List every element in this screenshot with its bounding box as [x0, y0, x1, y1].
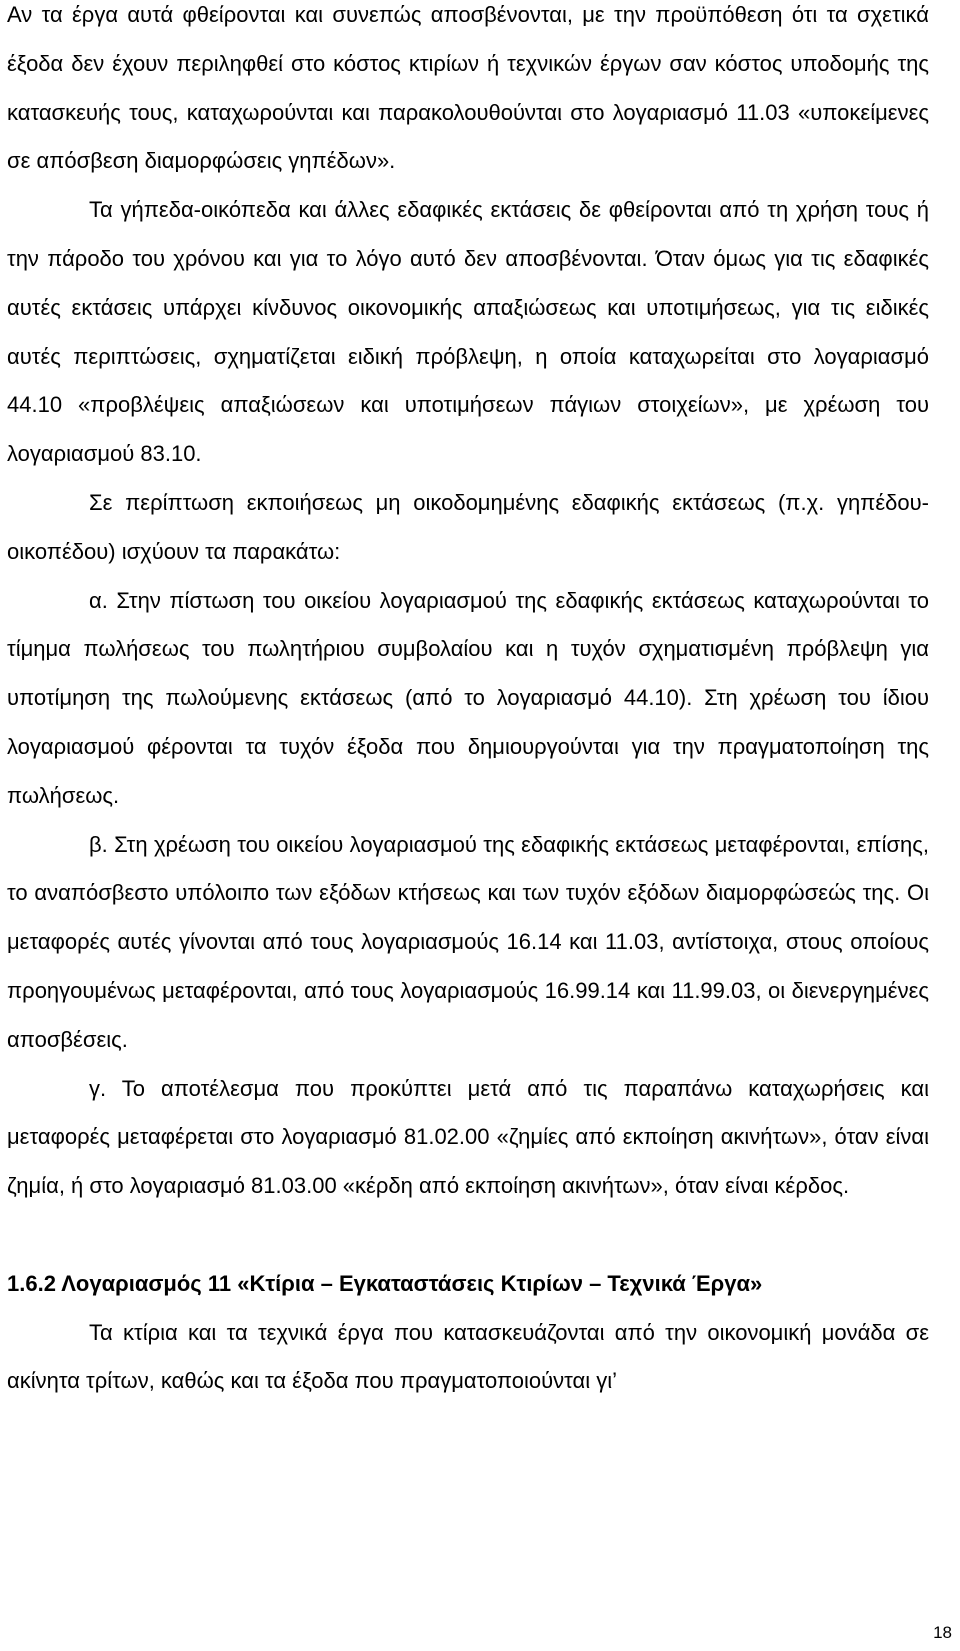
paragraph-item-a: α. Στην πίστωση του οικείου λογαριασμού της εδαφικής εκτάσεως καταχωρούνται το τίμημα πωλήσεως του πωλητήριου συμβολαίου και η τυχόν σχηματισμένη πρόβλεψη για υποτίμηση της πωλούμενης εκτάσεως (από το λογαριασμό 44.10). Στη χρέωση του ίδιου λογαριασμού φέρονται τα τυχόν έξοδα που δημιουργούνται για την πραγματοποίηση της πωλήσεως.	[7, 587, 929, 808]
paragraph-land-sale-intro: Σε περίπτωση εκποιήσεως μη οικοδομημένης εδαφικής εκτάσεως (π.χ. γηπέδου-οικοπέδου) ισχύουν τα παρακάτω:	[7, 489, 929, 564]
document-body	[7, 0, 929, 1406]
page-number: 18	[933, 1623, 952, 1642]
document-page	[7, 0, 929, 1406]
section-spacer	[7, 1211, 929, 1260]
section-heading: 1.6.2 Λογαριασμός 11 «Κτίρια – Εγκαταστάσεις Κτιρίων – Τεχνικά Έργα»	[7, 1270, 763, 1296]
paragraph-improvements-depreciation: Αν τα έργα αυτά φθείρονται και συνεπώς αποσβένονται, με την προϋπόθεση ότι τα σχετικά έξοδα δεν έχουν περιληφθεί στο κόστος κτιρίων ή τεχνικών έργων σαν κόστος υποδομής της κατασκευής τους, καταχωρούνται και παρακολουθούνται στο λογαριασμό 11.03 «υποκείμενες σε απόσβεση διαμορφώσεις γηπέδων».	[7, 2, 929, 174]
paragraph-item-b: β. Στη χρέωση του οικείου λογαριασμού της εδαφικής εκτάσεως μεταφέρονται, επίσης, το αναπόσβεστο υπόλοιπο των εξόδων κτήσεως και των τυχόν εξόδων διαμορφώσεώς της. Οι μεταφορές αυτές γίνονται από τους λογαριασμούς 16.14 και 11.03, αντίστοιχα, στους οποίους προηγουμένως μεταφέρονται, από τους λογαριασμούς 16.99.14 και 11.99.03, οι διενεργημένες αποσβέσεις.	[7, 831, 929, 1052]
paragraph-land-no-depreciation: Τα γήπεδα-οικόπεδα και άλλες εδαφικές εκτάσεις δε φθείρονται από τη χρήση τους ή την πάροδο του χρόνου και για το λόγο αυτό δεν αποσβένονται. Όταν όμως για τις εδαφικές αυτές εκτάσεις υπάρχει κίνδυνος οικονομικής απαξιώσεως και υποτιμήσεως, για τις ειδικές αυτές περιπτώσεις, σχηματίζεται ειδική πρόβλεψη, η οποία καταχωρείται στο λογαριασμό 44.10 «προβλέψεις απαξιώσεων και υποτιμήσεων πάγιων στοιχείων», με χρέωση του λογαριασμού 83.10.	[7, 197, 929, 467]
paragraph-buildings-intro: Τα κτίρια και τα τεχνικά έργα που κατασκευάζονται από την οικονομική μονάδα σε ακίνητα τρίτων, καθώς και τα έξοδα που πραγματοποιούνται γι’	[7, 1319, 929, 1394]
paragraph-item-c: γ. Το αποτέλεσμα που προκύπτει μετά από τις παραπάνω καταχωρήσεις και μεταφορές μεταφέρεται στο λογαριασμό 81.02.00 «ζημίες από εκποίηση ακινήτων», όταν είναι ζημία, ή στο λογαριασμό 81.03.00 «κέρδη από εκποίηση ακινήτων», όταν είναι κέρδος.	[7, 1075, 929, 1199]
